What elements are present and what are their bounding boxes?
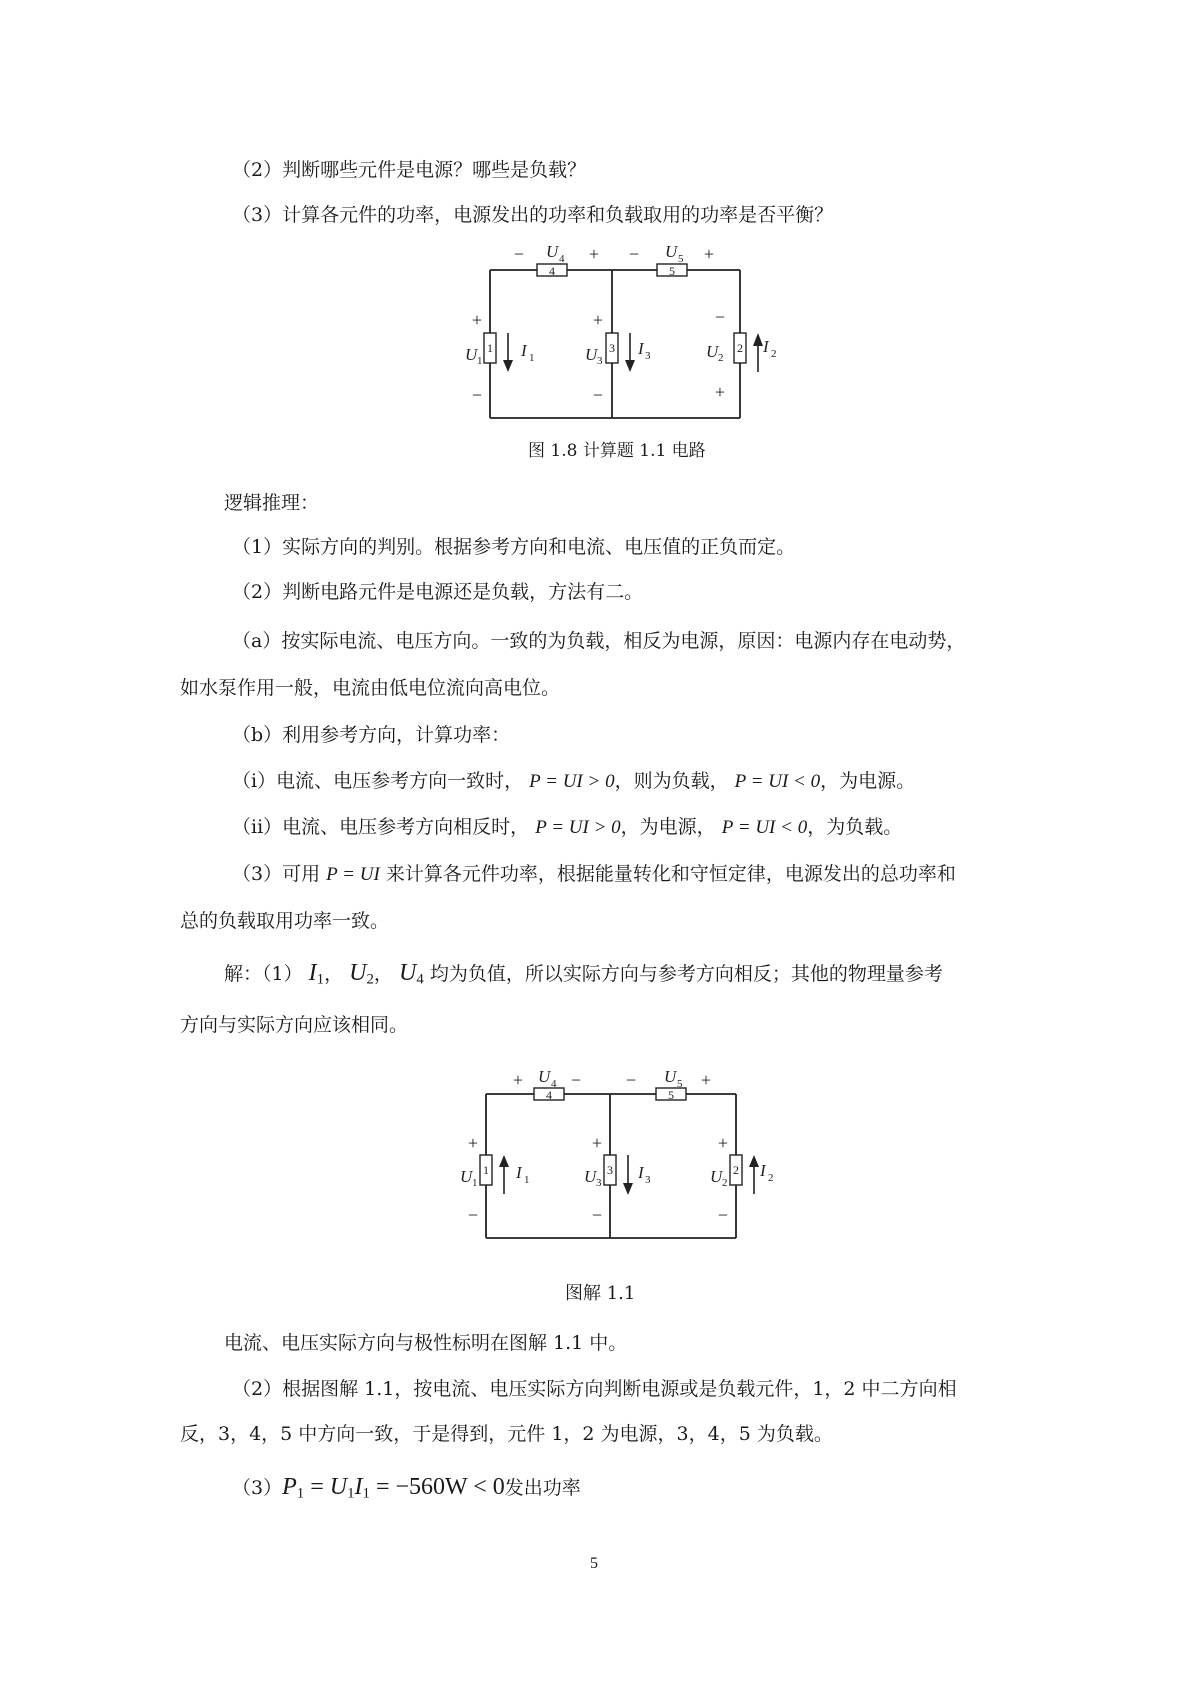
u4-sub: 4 xyxy=(559,253,565,265)
reasoning-pa-line2: 如水泵作用一般，电流由低电位流向高电位。 xyxy=(180,677,561,699)
sol-i2-sub: 2 xyxy=(768,1172,774,1184)
reasoning-p3-line2: 总的负载取用功率一致。 xyxy=(180,910,390,932)
sol-i3-sub: 3 xyxy=(645,1174,651,1186)
solution-note: 电流、电压实际方向与极性标明在图解 1.1 中。 xyxy=(224,1332,628,1354)
box-4-label: 4 xyxy=(549,264,555,278)
s1-i1: $I_1$ xyxy=(308,960,325,988)
sol-u3-label: U xyxy=(584,1167,597,1186)
figure-solution-caption: 图解 1.1 xyxy=(565,1283,636,1304)
i1-sub: 1 xyxy=(529,352,535,364)
s1-rest: 均为负值，所以实际方向与参考方向相反；其他的物理量参考 xyxy=(429,963,943,985)
i3-sub: 3 xyxy=(645,350,651,362)
p3-text-b: 来计算各元件功率，根据能量转化和守恒定律，电源发出的总功率和 xyxy=(385,863,956,885)
u5-sub: 5 xyxy=(678,253,684,265)
solution-1-line2: 方向与实际方向应该相同。 xyxy=(180,1014,409,1036)
i3-label: I xyxy=(638,339,644,358)
solution-3 xyxy=(232,1474,581,1501)
reasoning-pa-line1: （a）按实际电流、电压方向。一致的为负载，相反为电源，原因：电源内存在电动势， xyxy=(232,630,966,652)
s3-lead: （3） xyxy=(232,1477,283,1499)
u5-minus: − xyxy=(628,244,640,264)
sol-i2-label: I xyxy=(760,1161,766,1180)
u1-label: U xyxy=(465,345,478,364)
s1-u2: $U_2$ xyxy=(349,960,374,988)
pii-text-a: （ii）电流、电压参考方向相反时， xyxy=(232,816,530,838)
reasoning-p1: （1）实际方向的判别。根据参考方向和电流、电压值的正负而定。 xyxy=(232,536,796,558)
i2-label: I xyxy=(763,337,769,356)
sol-box-2-label: 2 xyxy=(733,1163,739,1177)
u1-plus: + xyxy=(471,310,483,330)
u2-sub: 2 xyxy=(718,352,724,364)
sol-u4-sub: 4 xyxy=(551,1078,557,1090)
u3-minus: − xyxy=(592,385,604,405)
sol-i1-sub: 1 xyxy=(524,1174,530,1186)
u3-label: U xyxy=(585,345,598,364)
reasoning-pi xyxy=(232,768,915,795)
page-number: 5 xyxy=(590,1555,598,1572)
s3-tail: 发出功率 xyxy=(504,1477,581,1499)
sol-u1-label: U xyxy=(460,1167,473,1186)
u4-minus: − xyxy=(513,244,525,264)
sol-u1-plus: + xyxy=(467,1133,479,1153)
u3-sub: 3 xyxy=(597,355,603,367)
circuit-figure-solution-1-1 xyxy=(450,1060,780,1240)
s1-u4: $U_4$ xyxy=(398,960,424,988)
sol-u1-minus: − xyxy=(467,1205,479,1225)
u5-plus: + xyxy=(703,244,715,264)
sol-u3-minus: − xyxy=(591,1205,603,1225)
question-3: （3）计算各元件的功率，电源发出的功率和负载取用的功率是否平衡？ xyxy=(232,204,834,226)
sol-u2-sub: 2 xyxy=(722,1177,728,1189)
sol-box-5-label: 5 xyxy=(668,1088,674,1102)
u2-label: U xyxy=(706,342,719,361)
sol-u5-label: U xyxy=(664,1067,677,1086)
u3-plus: + xyxy=(592,310,604,330)
sol-u3-sub: 3 xyxy=(596,1177,602,1189)
u2-minus: − xyxy=(714,307,726,327)
box-5-label: 5 xyxy=(669,264,675,278)
sol-u4-minus: − xyxy=(570,1070,582,1090)
pi-text-b: ，则为负载， xyxy=(614,770,729,792)
question-2: （2）判断哪些元件是电源？哪些是负载？ xyxy=(232,159,587,181)
u1-minus: − xyxy=(471,385,483,405)
sol-u4-label: U xyxy=(538,1067,551,1086)
s1-lead: 解：（1） xyxy=(224,963,303,985)
box-3-label: 3 xyxy=(609,341,615,355)
solution-2-line2: 反，3，4，5 中方向一致，于是得到，元件 1，2 为电源，3，4，5 为负载。 xyxy=(180,1423,833,1445)
p3-text-a: （3）可用 xyxy=(232,863,321,885)
u4-label: U xyxy=(546,242,559,261)
sol-u5-plus: + xyxy=(700,1070,712,1090)
sol-i1-label: I xyxy=(516,1163,522,1182)
u4-plus: + xyxy=(588,244,600,264)
reasoning-p2: （2）判断电路元件是电源还是负载，方法有二。 xyxy=(232,581,644,603)
box-2-label: 2 xyxy=(737,341,743,355)
reasoning-pb: （b）利用参考方向，计算功率： xyxy=(232,724,511,746)
pii-formula-2: P = UI < 0 xyxy=(721,817,808,838)
u5-label: U xyxy=(665,242,678,261)
reasoning-pii xyxy=(232,814,902,841)
sol-u5-minus: − xyxy=(625,1070,637,1090)
i2-sub: 2 xyxy=(771,348,777,360)
sol-u5-sub: 5 xyxy=(677,1078,683,1090)
pii-text-c: ，为负载。 xyxy=(807,816,903,838)
u1-sub: 1 xyxy=(477,355,483,367)
s3-formula: $P_1 = U_1I_1 = -560W < 0$ xyxy=(282,1474,505,1502)
pii-text-b: ，为电源， xyxy=(620,816,716,838)
sol-i3-label: I xyxy=(638,1163,644,1182)
pii-formula-1: P = UI > 0 xyxy=(535,817,621,838)
sol-u2-plus: + xyxy=(717,1133,729,1153)
pi-text-a: （i）电流、电压参考方向一致时， xyxy=(232,770,524,792)
u2-plus: + xyxy=(714,382,726,402)
reasoning-heading: 逻辑推理： xyxy=(224,492,320,514)
circuit-figure-1-8 xyxy=(450,235,780,425)
box-1-label: 1 xyxy=(487,341,493,355)
pi-formula-1: P = UI > 0 xyxy=(529,771,615,792)
sol-u3-plus: + xyxy=(591,1133,603,1153)
pi-text-c: ，为电源。 xyxy=(820,770,916,792)
i1-label: I xyxy=(521,341,527,360)
pi-formula-2: P = UI < 0 xyxy=(734,771,821,792)
sol-box-4-label: 4 xyxy=(546,1088,552,1102)
solution-1-line1: 解：（1） $I_1$， $U_2$， $U_4$ 均为负值，所以实际方向与参考方向相反；其他的物理量参考 xyxy=(224,960,943,988)
sol-box-3-label: 3 xyxy=(607,1163,613,1177)
sol-box-1-label: 1 xyxy=(483,1163,489,1177)
figure-1-8-caption: 图 1.8 计算题 1.1 电路 xyxy=(528,441,706,461)
sol-u2-minus: − xyxy=(717,1205,729,1225)
sol-u1-sub: 1 xyxy=(472,1177,478,1189)
p3-formula: P = UI xyxy=(326,864,380,885)
solution-2-line1: （2）根据图解 1.1，按电流、电压实际方向判断电源或是负载元件，1，2 中二方向相 xyxy=(232,1378,957,1400)
sol-u4-plus: + xyxy=(512,1070,524,1090)
sol-u2-label: U xyxy=(710,1167,723,1186)
reasoning-p3-line1 xyxy=(232,861,956,888)
